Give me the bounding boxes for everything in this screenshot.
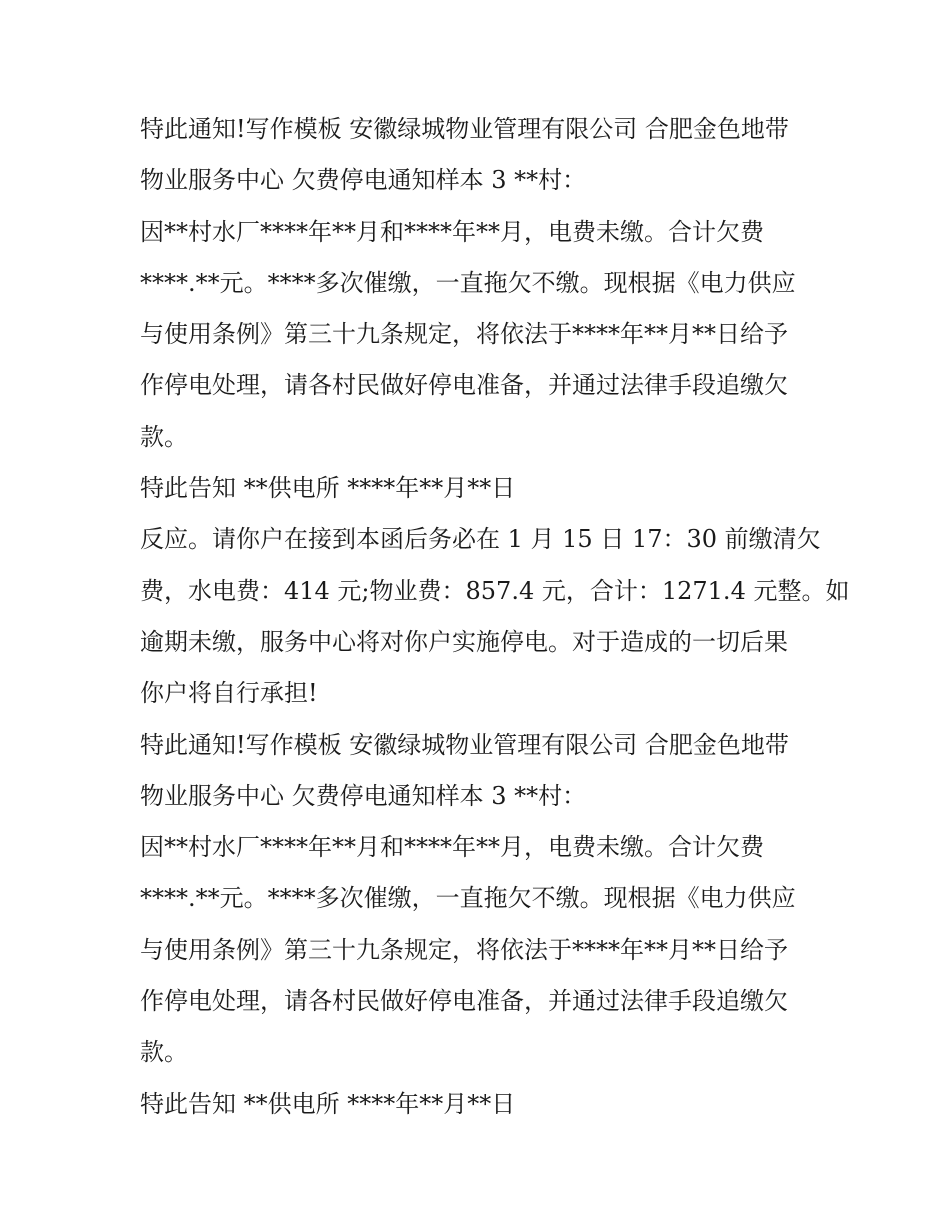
text-line: 作停电处理，请各村民做好停电准备，并通过法律手段追缴欠 bbox=[140, 371, 788, 400]
signature-line: 特此告知 **供电所 ****年**月**日 bbox=[140, 474, 516, 503]
text-line: 与使用条例》第三十九条规定，将依法于****年**月**日给予 bbox=[140, 320, 788, 349]
text-line: 反应。请你户在接到本函后务必在 1 月 15 日 17：30 前缴清欠 bbox=[140, 525, 821, 554]
text-line: 作停电处理，请各村民做好停电准备，并通过法律手段追缴欠 bbox=[140, 987, 788, 1016]
text-line: ****.**元。****多次催缴，一直拖欠不缴。现根据《电力供应 bbox=[140, 268, 796, 297]
text-line: 特此通知!写作模板 安徽绿城物业管理有限公司 合肥金色地带 bbox=[140, 115, 789, 143]
signature-line: 特此告知 **供电所 ****年**月**日 bbox=[140, 1089, 516, 1118]
text-line: 因**村水厂****年**月和****年**月，电费未缴。合计欠费 bbox=[140, 217, 764, 246]
text-line: ****.**元。****多次催缴，一直拖欠不缴。现根据《电力供应 bbox=[140, 884, 796, 913]
text-line: 与使用条例》第三十九条规定，将依法于****年**月**日给予 bbox=[140, 935, 788, 964]
text-line: 物业服务中心 欠费停电通知样本 3 **村： bbox=[140, 166, 587, 195]
text-line: 费，水电费：414 元;物业费：857.4 元，合计：1271.4 元整。如 bbox=[140, 576, 850, 605]
text-line: 你户将自行承担! bbox=[140, 679, 318, 708]
text-line: 款。 bbox=[140, 1038, 188, 1067]
text-line: 物业服务中心 欠费停电通知样本 3 **村： bbox=[140, 781, 587, 810]
text-line: 款。 bbox=[140, 422, 188, 451]
text-line: 逾期未缴，服务中心将对你户实施停电。对于造成的一切后果 bbox=[140, 627, 788, 656]
text-line: 因**村水厂****年**月和****年**月，电费未缴。合计欠费 bbox=[140, 833, 764, 862]
text-line: 特此通知!写作模板 安徽绿城物业管理有限公司 合肥金色地带 bbox=[140, 730, 789, 759]
document-body bbox=[140, 104, 850, 1130]
